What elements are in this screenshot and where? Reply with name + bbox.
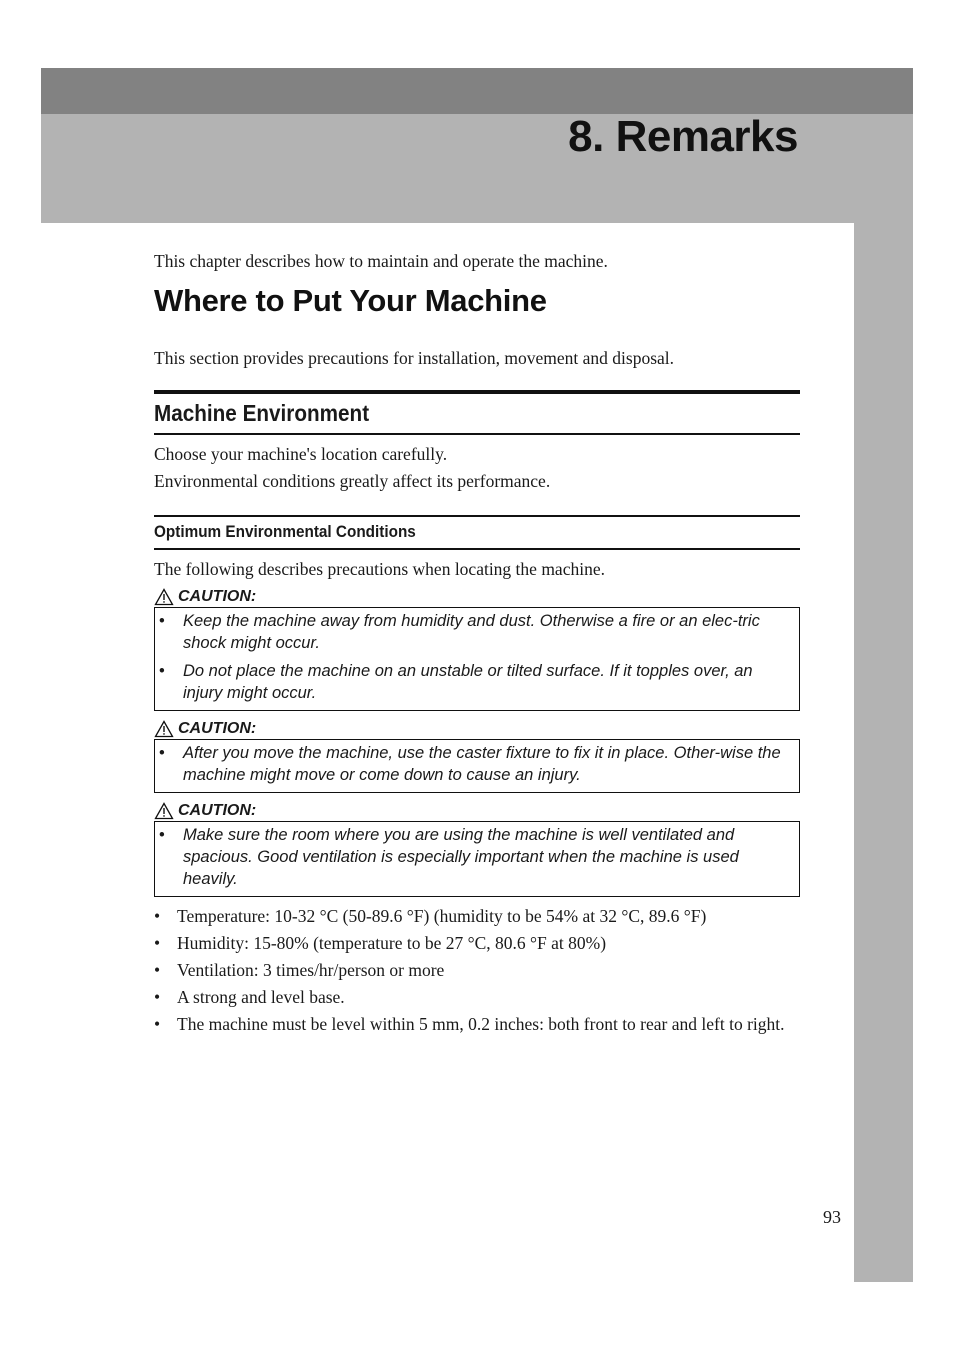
bullet: •	[154, 1014, 161, 1034]
bullet: •	[154, 960, 161, 980]
caution-item	[159, 660, 789, 704]
page-number: 93	[823, 1207, 841, 1227]
bullet: •	[159, 744, 165, 762]
caution-label	[154, 587, 800, 607]
chapter-title: 8. Remarks	[568, 112, 798, 161]
list-item-text: A strong and level base.	[177, 987, 345, 1007]
caution-label-text: CAUTION:	[178, 720, 257, 737]
section-title: Where to Put Your Machine	[154, 283, 547, 318]
bullet: •	[159, 662, 165, 680]
list-item	[154, 986, 800, 1008]
bullet: •	[154, 933, 161, 953]
page-content	[154, 248, 800, 1040]
subsubsection-heading	[154, 515, 800, 550]
list-item-text: Humidity: 15-80% (temperature to be 27 °C, 80.6 °F at 80%)	[177, 933, 607, 953]
header-band-dark	[41, 68, 913, 114]
caution-label	[154, 719, 800, 739]
caution-item	[159, 742, 789, 786]
bullet: •	[159, 826, 165, 844]
bullet: •	[159, 612, 165, 630]
list-item	[154, 932, 800, 954]
chapter-intro: This chapter describes how to maintain and operate the machine.	[154, 251, 608, 271]
caution-block	[154, 801, 800, 897]
caution-item-text: After you move the machine, use the caster fixture to fix it in place. Other-wise the machine might move or come down to cause an injury.	[183, 744, 781, 784]
warning-triangle-icon	[154, 720, 174, 738]
warning-triangle-icon	[154, 802, 174, 820]
list-item-text: Temperature: 10-32 °C (50-89.6 °F) (humidity to be 54% at 32 °C, 89.6 °F)	[177, 906, 707, 926]
caution-box	[154, 821, 800, 897]
list-item	[154, 959, 800, 981]
bullet: •	[154, 987, 161, 1007]
caution-box	[154, 739, 800, 793]
caution-block	[154, 587, 800, 711]
side-tab-bar	[854, 223, 913, 1282]
section-intro: This section provides precautions for installation, movement and disposal.	[154, 348, 675, 368]
list-item	[154, 1013, 800, 1035]
caution-item-text: Make sure the room where you are using the machine is well ventilated and spacious. Good ventilation is especially important when the machine is used heavily.	[183, 826, 739, 888]
subsection-line-1: Choose your machine's location carefully.	[154, 444, 448, 464]
spec-list	[154, 905, 800, 1035]
bullet: •	[154, 906, 161, 926]
subsection-text	[154, 441, 800, 495]
caution-label-text: CAUTION:	[178, 588, 257, 605]
caution-item	[159, 824, 789, 890]
caution-label-text: CAUTION:	[178, 802, 257, 819]
subsection-line-2: Environmental conditions greatly affect its performance.	[154, 471, 551, 491]
list-item	[154, 905, 800, 927]
subsection-title: Machine Environment	[154, 400, 370, 426]
subsubsection-intro: The following describes precautions when locating the machine.	[154, 559, 605, 579]
caution-box	[154, 607, 800, 711]
caution-block	[154, 719, 800, 793]
subsubsection-title: Optimum Environmental Conditions	[154, 522, 416, 541]
caution-label	[154, 801, 800, 821]
list-item-text: Ventilation: 3 times/hr/person or more	[177, 960, 445, 980]
list-item-text: The machine must be level within 5 mm, 0.2 inches: both front to rear and left to right.	[177, 1014, 785, 1034]
caution-item-text: Keep the machine away from humidity and dust. Otherwise a fire or an elec-tric shock might occur.	[183, 612, 760, 652]
caution-item-text: Do not place the machine on an unstable or tilted surface. If it topples over, an injury might occur.	[183, 662, 753, 702]
warning-triangle-icon	[154, 588, 174, 606]
subsection-heading	[154, 390, 800, 435]
caution-item	[159, 610, 789, 654]
